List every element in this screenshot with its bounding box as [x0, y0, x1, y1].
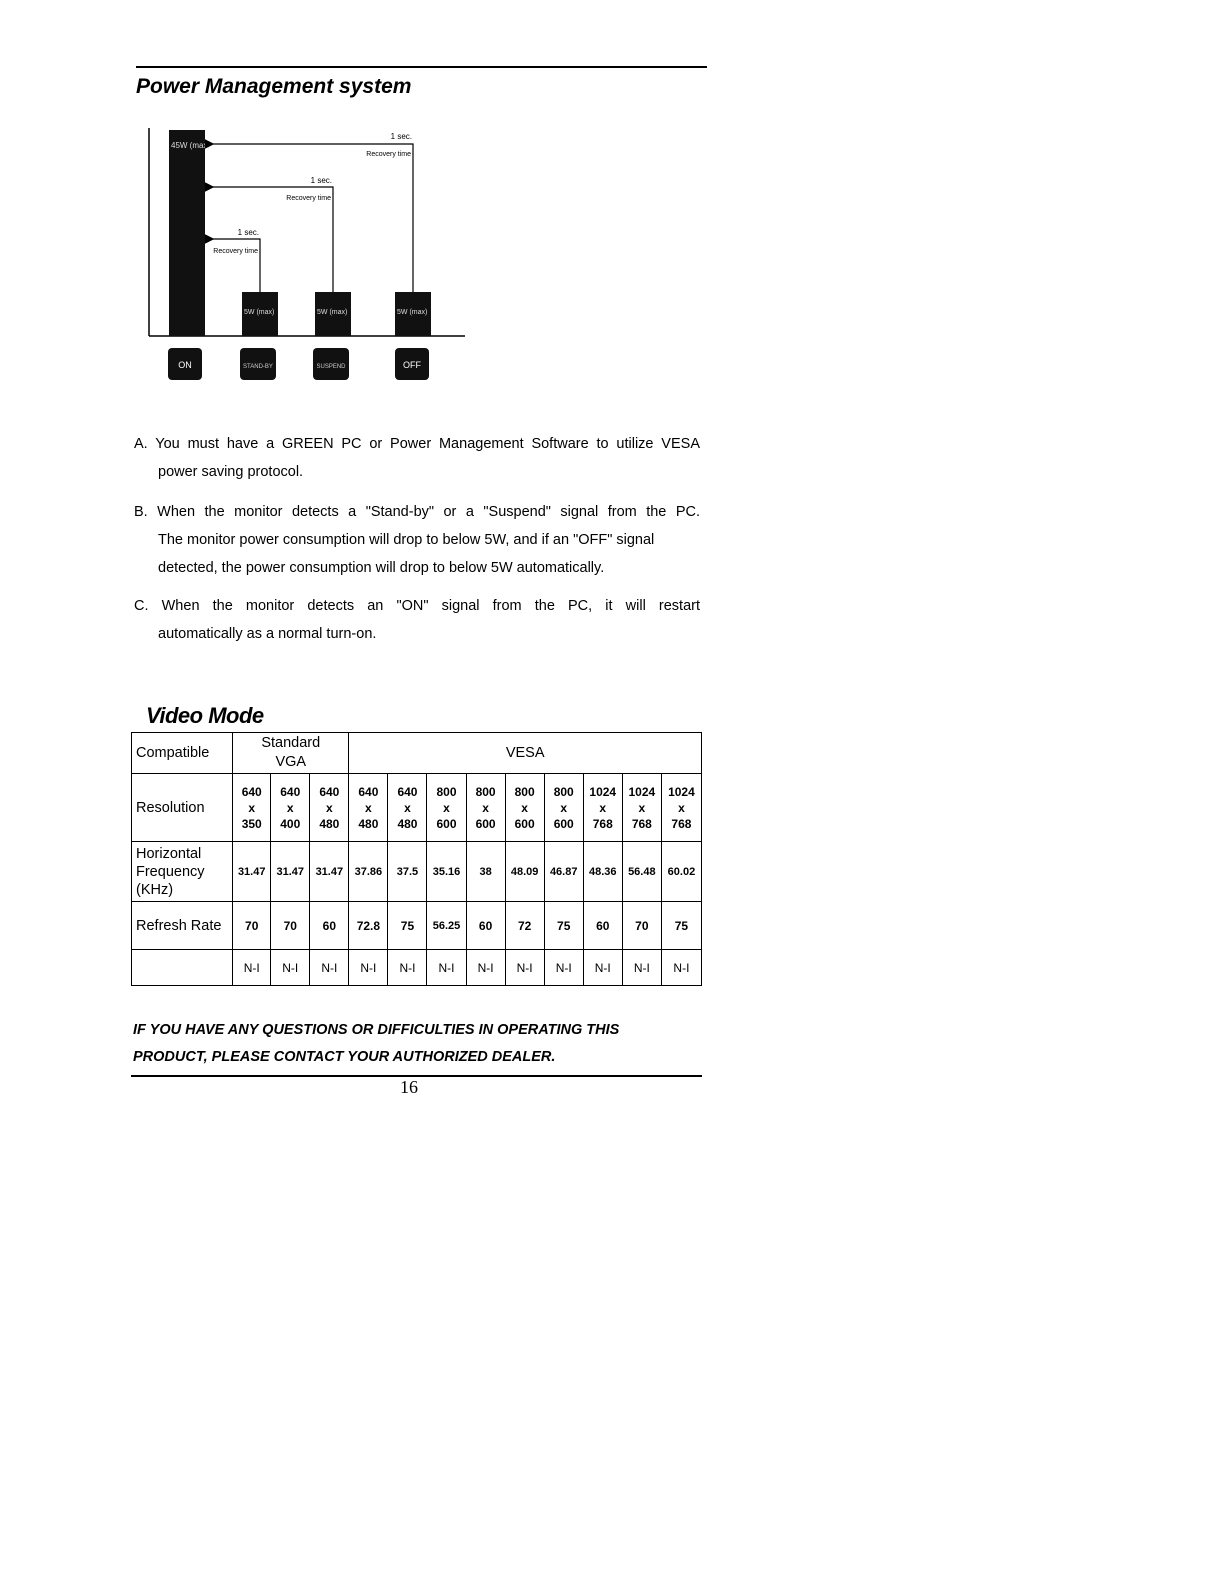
refresh-cell: 60 [583, 902, 622, 950]
standby-power-bar-label: 5W (max) [244, 309, 275, 316]
frequency-cell: 31.47 [271, 842, 310, 902]
standby-recovery-label: Recovery time [213, 248, 258, 255]
standard-vga-line-1: Standard [261, 735, 321, 751]
paragraph-b-line-2: The monitor power consumption will drop to below 5W, and if an "OFF" signal [158, 532, 655, 548]
paragraph-b [134, 498, 700, 582]
frequency-cell: 46.87 [544, 842, 583, 902]
paragraph-a-letter: A. [134, 436, 148, 452]
refresh-cell: 70 [271, 902, 310, 950]
resolution-cell: 800 x 600 [505, 774, 544, 842]
section-title: Power Management system [136, 75, 412, 98]
refresh-cell: 75 [388, 902, 427, 950]
paragraph-a [134, 430, 700, 486]
dealer-notice-line-2: PRODUCT, PLEASE CONTACT YOUR AUTHORIZED DEALER. [133, 1049, 556, 1065]
suspend-delay-label: 1 sec. [310, 176, 332, 185]
paragraph-c [134, 592, 700, 648]
resolution-cell: 1024 x 768 [622, 774, 661, 842]
paragraph-c-line-2: automatically as a normal turn-on. [158, 626, 377, 642]
frequency-cell: 31.47 [310, 842, 349, 902]
refresh-cell: 70 [233, 902, 271, 950]
suspend-power-bar-label: 5W (max) [317, 309, 348, 316]
refresh-cell: 72.8 [349, 902, 388, 950]
resolution-cell: 640 x 480 [388, 774, 427, 842]
page-number: 16 [400, 1077, 418, 1097]
suspend-recovery-label: Recovery time [286, 195, 331, 202]
standard-vga-header [233, 733, 349, 774]
off-delay-label: 1 sec. [390, 132, 412, 141]
frequency-cell: 48.09 [505, 842, 544, 902]
frequency-cell: 35.16 [427, 842, 466, 902]
resolution-cell: 640 x 480 [310, 774, 349, 842]
frequency-cell: 38 [466, 842, 505, 902]
frequency-cell: 37.86 [349, 842, 388, 902]
scan-mode-label [132, 950, 233, 986]
on-power-bar-label: 45W (max) [171, 141, 211, 150]
paragraph-b-line-1: When the monitor detects a "Stand-by" or a "Suspend" signal from the PC. [157, 504, 700, 520]
resolution-cell: 800 x 600 [466, 774, 505, 842]
refresh-cell: 75 [661, 902, 701, 950]
resolution-cell: 640 x 350 [233, 774, 271, 842]
scan-mode-row [132, 950, 702, 986]
refresh-cell: 72 [505, 902, 544, 950]
power-management-diagram [140, 118, 470, 388]
frequency-cell: 48.36 [583, 842, 622, 902]
compatible-label: Compatible [132, 733, 233, 774]
mode-cell: N-I [427, 950, 466, 986]
frequency-cell: 31.47 [233, 842, 271, 902]
paragraph-c-letter: C. [134, 598, 149, 614]
resolution-row [132, 774, 702, 842]
standby-state-label: STAND-BY [243, 364, 273, 370]
mode-cell: N-I [661, 950, 701, 986]
horizontal-frequency-row [132, 842, 702, 902]
refresh-rate-row [132, 902, 702, 950]
resolution-cell: 640 x 400 [271, 774, 310, 842]
horizontal-frequency-label: Horizontal Frequency (KHz) [132, 842, 233, 902]
resolution-cell: 640 x 480 [349, 774, 388, 842]
paragraph-a-line-2: power saving protocol. [158, 464, 304, 480]
refresh-cell: 60 [466, 902, 505, 950]
mode-cell: N-I [544, 950, 583, 986]
on-power-bar [169, 130, 205, 336]
dealer-notice-line-1: IF YOU HAVE ANY QUESTIONS OR DIFFICULTIES IN OPERATING THIS [133, 1022, 620, 1038]
standby-delay-label: 1 sec. [237, 228, 259, 237]
refresh-rate-label: Refresh Rate [132, 902, 233, 950]
mode-cell: N-I [388, 950, 427, 986]
resolution-label: Resolution [132, 774, 233, 842]
video-mode-table [131, 732, 702, 986]
mode-cell: N-I [310, 950, 349, 986]
refresh-cell: 60 [310, 902, 349, 950]
on-state-label: ON [178, 360, 192, 370]
dealer-notice [133, 1017, 619, 1071]
frequency-cell: 37.5 [388, 842, 427, 902]
off-recovery-line [206, 144, 413, 292]
refresh-cell: 70 [622, 902, 661, 950]
vesa-header: VESA [349, 733, 702, 774]
off-state-label: OFF [403, 360, 421, 370]
resolution-cell: 800 x 600 [427, 774, 466, 842]
suspend-state-label: SUSPEND [316, 364, 346, 370]
mode-cell: N-I [349, 950, 388, 986]
mode-cell: N-I [233, 950, 271, 986]
mode-cell: N-I [271, 950, 310, 986]
standby-recovery-line [206, 239, 260, 292]
refresh-cell: 56.25 [427, 902, 466, 950]
mode-cell: N-I [622, 950, 661, 986]
paragraph-c-line-1: When the monitor detects an "ON" signal from the PC, it will restart [161, 598, 701, 614]
video-mode-title: Video Mode [146, 703, 264, 728]
paragraph-a-line-1: You must have a GREEN PC or Power Management Software to utilize VESA [155, 436, 700, 452]
paragraph-b-line-3: detected, the power consumption will drop to below 5W automatically. [158, 560, 605, 576]
refresh-cell: 75 [544, 902, 583, 950]
standard-vga-line-2: VGA [275, 754, 307, 770]
frequency-cell: 56.48 [622, 842, 661, 902]
mode-cell: N-I [505, 950, 544, 986]
frequency-cell: 60.02 [661, 842, 701, 902]
resolution-cell: 1024 x 768 [661, 774, 701, 842]
resolution-cell: 800 x 600 [544, 774, 583, 842]
resolution-cell: 1024 x 768 [583, 774, 622, 842]
off-recovery-label: Recovery time [366, 151, 411, 158]
mode-cell: N-I [583, 950, 622, 986]
top-rule [136, 66, 707, 68]
off-power-bar-label: 5W (max) [397, 309, 428, 316]
paragraph-b-letter: B. [134, 504, 148, 520]
compatible-row [132, 733, 702, 774]
mode-cell: N-I [466, 950, 505, 986]
